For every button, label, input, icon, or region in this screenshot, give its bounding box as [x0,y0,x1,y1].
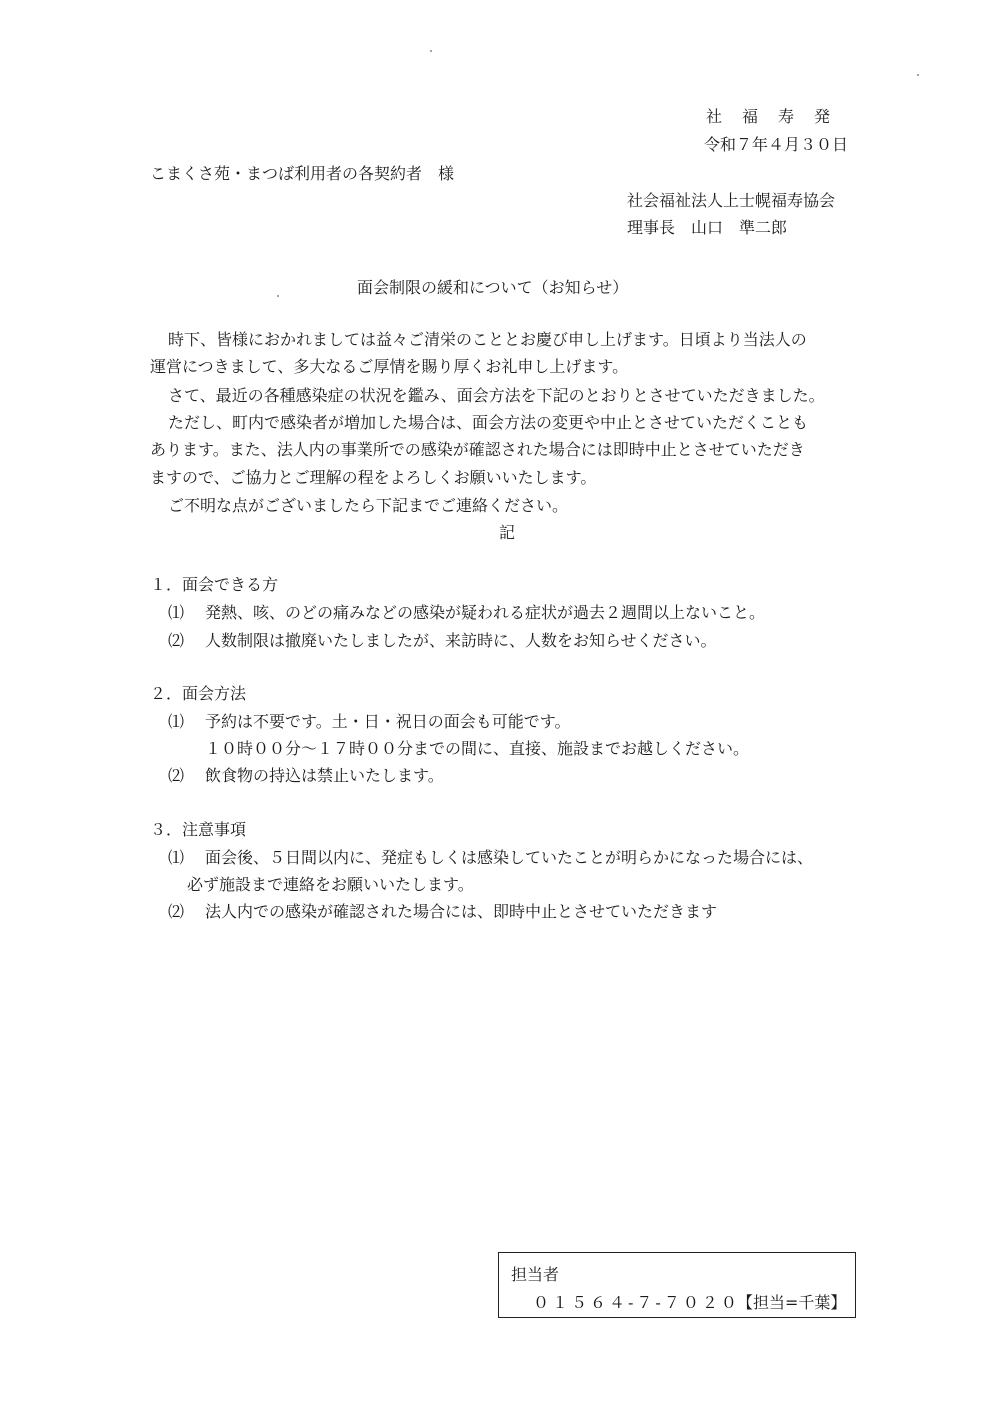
item-continuation: １０時００分～１７時００分までの間に、直接、施設までお越しください。 [205,739,750,758]
item-text: 発熱、咳、のどの痛みなどの感染が疑われる症状が過去２週間以上ないこと。 [205,603,766,622]
body-line: さて、最近の各種感染症の状況を鑑み、面会方法を下記のとおりとさせていただきました。 [168,386,825,405]
body-line: ご不明な点がございましたら下記までご連絡ください。 [168,496,569,515]
body-line: ますので、ご協力とご理解の程をよろしくお願いいたします。 [150,468,597,487]
contact-box [498,1252,856,1318]
item-continuation: 必ず施設まで連絡をお願いいたします。 [187,875,474,894]
scan-speck [277,295,279,297]
body-line: ただし、町内で感染者が増加した場合は、面会方法の変更や中止とさせていただくことも [168,413,809,432]
contact-phone: ０１５６４-７-７０２０ [533,1293,740,1312]
item-text: 人数制限は撤廃いたしましたが、来訪時に、人数をお知らせください。 [205,631,717,650]
issuer-code: 社 福 寿 発 [706,107,833,126]
body-line: 運営につきまして、多大なるご厚情を賜り厚くお礼申し上げます。 [150,357,629,376]
item-text: 飲食物の持込は禁止いたします。 [205,766,444,785]
contact-person: 【担当=千葉】 [737,1293,847,1312]
document-title: 面会制限の緩和について（お知らせ） [357,278,629,297]
recipient: こまくさ苑・まつば利用者の各契約者 様 [150,164,455,183]
item-number: ⑴ [168,848,185,867]
director-name: 理事長 山口 準二郎 [627,218,788,237]
scan-speck [430,50,432,52]
section-heading: ３．注意事項 [150,820,247,839]
item-number: ⑵ [168,902,185,921]
body-line: あります。また、法人内の事業所での感染が確認された場合には即時中止とさせていただき [150,440,805,459]
item-number: ⑴ [168,603,185,622]
scan-speck [917,74,919,76]
item-text: 法人内での感染が確認された場合には、即時中止とさせていただきます [205,902,718,921]
item-text: 予約は不要です。土・日・祝日の面会も可能です。 [205,712,571,731]
body-line: 時下、皆様におかれましては益々ご清栄のこととお慶び申し上げます。日頃より当法人の [168,330,807,349]
ki-heading: 記 [499,523,516,542]
organization-name: 社会福祉法人上士幌福寿協会 [627,191,836,210]
section-heading: １．面会できる方 [150,575,279,594]
item-number: ⑴ [168,712,185,731]
item-number: ⑵ [168,631,185,650]
issue-date: 令和７年４月３０日 [704,135,849,154]
contact-label: 担当者 [511,1265,560,1284]
section-heading: ２．面会方法 [150,684,247,703]
item-text: 面会後、５日間以内に、発症もしくは感染していたことが明らかになった場合には、 [205,848,814,867]
item-number: ⑵ [168,766,185,785]
